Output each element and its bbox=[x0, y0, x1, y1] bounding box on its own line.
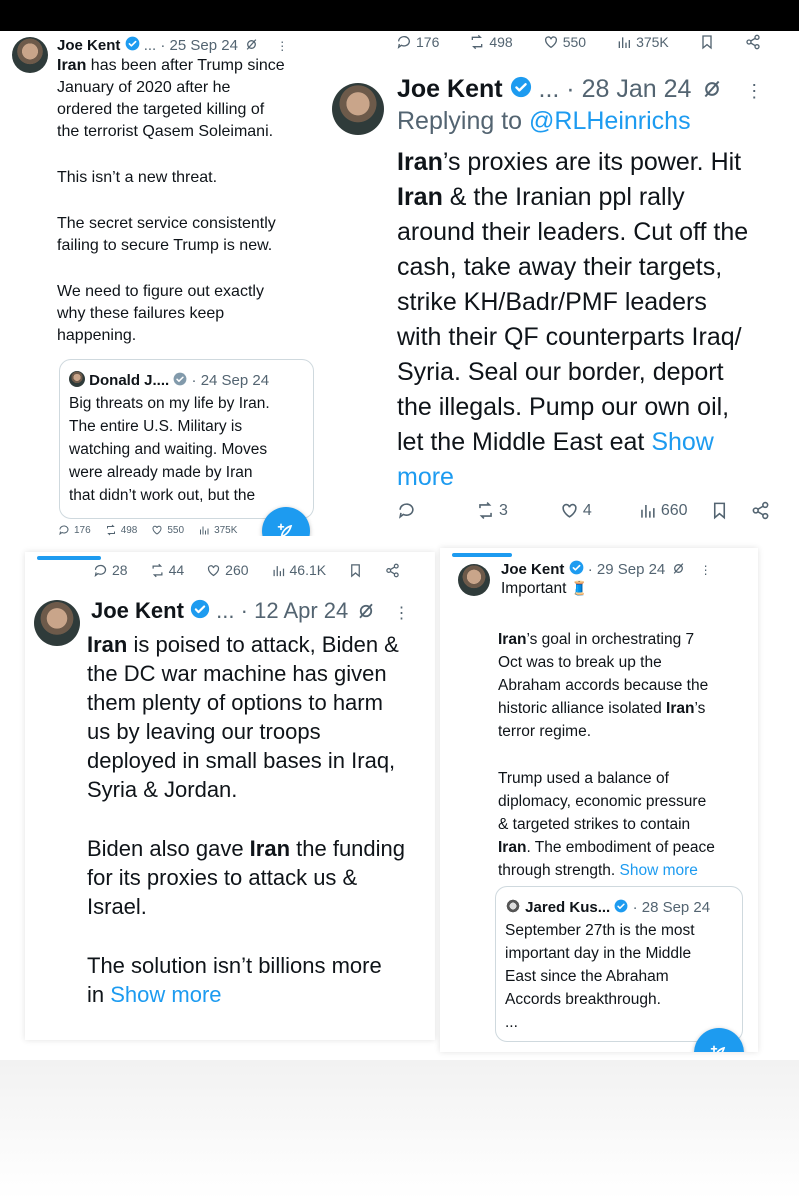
top-black-bar bbox=[0, 0, 799, 31]
compose-icon bbox=[276, 521, 296, 536]
repost-count: 44 bbox=[168, 562, 185, 578]
repost-button[interactable] bbox=[105, 524, 138, 536]
author-name[interactable]: Joe Kent bbox=[57, 37, 121, 54]
more-menu-icon[interactable]: ⋮ bbox=[699, 563, 712, 577]
tweet-text: the DC war machine has given bbox=[87, 661, 387, 686]
quote-date: · 28 Sep 24 bbox=[632, 899, 711, 916]
tweet-header bbox=[397, 75, 763, 104]
reply-count: 176 bbox=[416, 34, 440, 50]
share-button[interactable] bbox=[751, 501, 770, 520]
tweet-text: diplomacy, economic pressure bbox=[498, 793, 707, 810]
quote-header bbox=[69, 369, 269, 389]
tweet-body bbox=[57, 55, 317, 347]
tweet-text: the illegals. Pump our own oil, bbox=[397, 393, 730, 421]
show-more-link[interactable]: Show bbox=[651, 428, 714, 456]
tweet-text: & targeted strikes to contain bbox=[498, 816, 691, 833]
views-button[interactable] bbox=[271, 562, 327, 578]
views-button[interactable] bbox=[198, 524, 237, 536]
top-tweet-actions bbox=[396, 34, 761, 50]
tweet-text: ’s proxies are its power. Hit bbox=[442, 148, 742, 176]
verified-badge-icon bbox=[190, 599, 210, 625]
tweet-text: The secret service consistently bbox=[57, 215, 276, 232]
verified-badge-icon bbox=[125, 36, 140, 55]
compose-icon bbox=[709, 1043, 729, 1052]
like-count: 550 bbox=[167, 524, 185, 536]
views-icon bbox=[198, 524, 210, 536]
views-button[interactable] bbox=[616, 34, 669, 50]
bold-keyword: Iran bbox=[397, 183, 443, 211]
quote-text: that didn’t work out, but the bbox=[69, 487, 256, 504]
tweet-text: failing to secure Trump is new. bbox=[57, 237, 273, 254]
views-button[interactable] bbox=[638, 501, 688, 520]
views-count: 660 bbox=[660, 501, 688, 519]
bookmark-icon bbox=[710, 501, 729, 520]
bold-keyword: Iran bbox=[498, 631, 527, 648]
tweet-date[interactable]: · 28 Jan 24 bbox=[566, 75, 692, 103]
thread-emoji-icon: 🧵 bbox=[570, 580, 589, 596]
tweet-panel-iran-poised[interactable] bbox=[25, 552, 435, 1040]
bookmark-button[interactable] bbox=[699, 34, 715, 50]
like-count: 550 bbox=[562, 34, 587, 50]
repost-icon bbox=[469, 34, 485, 50]
tweet-text: strike KH/Badr/PMF leaders bbox=[397, 288, 707, 316]
tweet-text: in bbox=[87, 982, 111, 1007]
tweet-text: historic alliance isolated bbox=[498, 700, 667, 717]
grok-icon[interactable] bbox=[354, 598, 381, 623]
like-button[interactable] bbox=[151, 524, 184, 536]
grok-icon[interactable] bbox=[698, 75, 729, 103]
reply-count: 28 bbox=[112, 562, 128, 578]
tweet-date[interactable]: · 12 Apr 24 bbox=[240, 598, 349, 623]
reply-button[interactable] bbox=[93, 562, 128, 578]
tweet-header bbox=[91, 598, 410, 624]
tweet-text: the terrorist Qasem Soleimani. bbox=[57, 123, 274, 140]
tweet-text: Biden also gave bbox=[87, 836, 250, 861]
bold-keyword: Iran bbox=[666, 700, 695, 717]
tweet-text: Israel. bbox=[87, 894, 147, 919]
verified-badge-icon bbox=[510, 76, 532, 105]
verified-badge-icon bbox=[569, 560, 584, 579]
repost-count: 498 bbox=[489, 34, 513, 50]
tweet-body bbox=[87, 630, 432, 1009]
avatar[interactable] bbox=[12, 37, 48, 73]
views-count: 375K bbox=[636, 34, 669, 50]
repost-count: 3 bbox=[499, 501, 508, 519]
repost-button[interactable] bbox=[150, 562, 185, 578]
quote-body bbox=[505, 919, 741, 1034]
quote-date: · 24 Sep 24 bbox=[191, 372, 270, 389]
tweet-header bbox=[501, 559, 712, 578]
tweet-text: us by leaving our troops bbox=[87, 719, 321, 744]
tab-indicator bbox=[37, 556, 101, 560]
tweet-text: We need to figure out exactly bbox=[57, 283, 264, 300]
like-button[interactable] bbox=[560, 501, 592, 520]
tweet-actions bbox=[58, 524, 237, 536]
repost-button[interactable] bbox=[469, 34, 512, 50]
tweet-text: let the Middle East eat bbox=[397, 428, 652, 456]
tweet-text: . The embodiment of peace bbox=[526, 839, 715, 856]
tweet-subtitle bbox=[501, 580, 588, 598]
quote-text: were already made by Iran bbox=[69, 464, 253, 481]
show-more-link[interactable]: Show more bbox=[110, 982, 222, 1007]
tweet-text: the funding bbox=[290, 836, 406, 861]
tweet-text: them plenty of options to harm bbox=[87, 690, 383, 715]
quote-text: important day in the Middle bbox=[505, 945, 692, 962]
quote-text: Big threats on my life by Iran. bbox=[69, 395, 270, 412]
tweet-text: The solution isn’t billions more bbox=[87, 953, 382, 978]
share-icon bbox=[751, 501, 770, 520]
bookmark-icon bbox=[348, 563, 363, 578]
tweet-text: Trump used a balance of bbox=[498, 770, 669, 787]
tweet-text: has been after Trump since bbox=[86, 57, 285, 74]
tweet-text: Abraham accords because the bbox=[498, 677, 709, 694]
tweet-text: around their leaders. Cut off the bbox=[397, 218, 749, 246]
quote-text: ... bbox=[505, 1014, 518, 1031]
tweet-panel-abraham-accords[interactable] bbox=[440, 548, 758, 1052]
author-name[interactable]: Joe Kent bbox=[91, 598, 184, 623]
quote-text: September 27th is the most bbox=[505, 922, 695, 939]
tweet-panel-iran-after-trump[interactable] bbox=[0, 31, 320, 536]
quote-body bbox=[69, 392, 313, 507]
tweet-text: January of 2020 after he bbox=[57, 79, 231, 96]
share-icon bbox=[385, 563, 400, 578]
ellipsis: ... bbox=[143, 37, 157, 54]
verified-badge-icon bbox=[173, 372, 187, 390]
reply-button[interactable] bbox=[58, 524, 91, 536]
tweet-body bbox=[397, 145, 797, 495]
replying-to bbox=[397, 107, 691, 136]
more-menu-icon[interactable]: ⋮ bbox=[276, 39, 289, 53]
bookmark-icon bbox=[699, 34, 715, 50]
reply-count: 176 bbox=[74, 524, 91, 536]
tweet-header bbox=[57, 35, 288, 54]
tweet-text: Oct was to break up the bbox=[498, 654, 662, 671]
bookmark-button[interactable] bbox=[710, 501, 729, 520]
show-more-link[interactable]: more bbox=[397, 463, 454, 491]
more-menu-icon[interactable]: ⋮ bbox=[393, 605, 410, 622]
tweet-text: through strength. bbox=[498, 862, 620, 879]
bookmark-button[interactable] bbox=[348, 563, 363, 578]
tweet-date[interactable]: · 29 Sep 24 bbox=[587, 561, 666, 578]
tweet-text: ’s goal in orchestrating 7 bbox=[526, 631, 695, 648]
like-button[interactable] bbox=[543, 34, 586, 50]
tweet-text: & the Iranian ppl rally bbox=[442, 183, 685, 211]
tab-indicator bbox=[452, 553, 512, 557]
like-count: 4 bbox=[582, 501, 592, 519]
reply-icon bbox=[396, 34, 412, 50]
tweet-text: cash, take away their targets, bbox=[397, 253, 723, 281]
views-icon bbox=[271, 563, 286, 578]
ellipsis: ... bbox=[216, 598, 235, 623]
bold-keyword: Iran bbox=[87, 632, 128, 657]
avatar[interactable] bbox=[34, 600, 80, 646]
heart-icon bbox=[151, 524, 163, 536]
tweet-text: Important bbox=[501, 580, 567, 597]
bold-keyword: Iran bbox=[397, 148, 443, 176]
tweet-text: ordered the targeted killing of bbox=[57, 101, 265, 118]
tweet-text: Syria. Seal our border, deport bbox=[397, 358, 724, 386]
repost-button[interactable] bbox=[476, 501, 508, 520]
top-tweet-actions bbox=[93, 562, 400, 578]
bold-keyword: Iran bbox=[498, 839, 527, 856]
share-button[interactable] bbox=[745, 34, 761, 50]
repost-icon bbox=[476, 501, 495, 520]
quote-text: The entire U.S. Military is bbox=[69, 418, 243, 435]
share-icon bbox=[745, 34, 761, 50]
quote-text: East since the Abraham bbox=[505, 968, 669, 985]
like-count: 260 bbox=[225, 562, 249, 578]
heart-icon bbox=[206, 563, 221, 578]
bold-keyword: Iran bbox=[249, 836, 291, 861]
tweet-date[interactable]: · 25 Sep 24 bbox=[160, 37, 238, 54]
share-button[interactable] bbox=[385, 563, 400, 578]
quote-text: watching and waiting. Moves bbox=[69, 441, 268, 458]
quoted-tweet[interactable] bbox=[59, 359, 314, 519]
avatar[interactable] bbox=[332, 83, 384, 135]
replying-prefix: Replying to bbox=[397, 107, 530, 135]
ellipsis: ... bbox=[538, 75, 560, 103]
heart-icon bbox=[560, 501, 579, 520]
quoted-tweet[interactable] bbox=[495, 886, 743, 1042]
avatar[interactable] bbox=[458, 564, 490, 596]
reply-icon bbox=[93, 563, 108, 578]
tweet-text: why these failures keep bbox=[57, 305, 225, 322]
bold-keyword: Iran bbox=[57, 57, 87, 74]
more-menu-icon[interactable]: ⋮ bbox=[745, 81, 764, 101]
tweet-text: Syria & Jordan. bbox=[87, 777, 238, 802]
author-name[interactable]: Joe Kent bbox=[397, 75, 503, 103]
tweet-actions bbox=[397, 501, 770, 520]
tweet-body bbox=[498, 628, 756, 882]
quote-avatar bbox=[69, 371, 85, 387]
quote-text: Accords breakthrough. bbox=[505, 991, 661, 1008]
grok-icon[interactable] bbox=[242, 37, 262, 54]
tweet-text: deployed in small bases in Iraq, bbox=[87, 748, 396, 773]
heart-icon bbox=[543, 34, 559, 50]
reply-icon bbox=[397, 501, 416, 520]
quote-header bbox=[505, 896, 710, 916]
tweet-text: terror regime. bbox=[498, 723, 592, 740]
tweet-text: for its proxies to attack us & bbox=[87, 865, 358, 890]
repost-icon bbox=[150, 563, 165, 578]
views-icon bbox=[638, 501, 657, 520]
show-more-link[interactable]: Show more bbox=[619, 862, 698, 879]
repost-count: 498 bbox=[120, 524, 138, 536]
tweet-text: is poised to attack, Biden & bbox=[127, 632, 399, 657]
reply-button[interactable] bbox=[396, 34, 439, 50]
grok-icon[interactable] bbox=[669, 561, 689, 578]
views-icon bbox=[616, 34, 632, 50]
repost-icon bbox=[105, 524, 117, 536]
replying-handle-link[interactable]: @RLHeinrichs bbox=[529, 107, 691, 135]
like-button[interactable] bbox=[206, 562, 248, 578]
tweet-text: with their QF counterparts Iraq/ bbox=[397, 323, 742, 351]
tweet-text: ’s bbox=[694, 700, 706, 717]
quote-avatar bbox=[505, 898, 521, 914]
author-name[interactable]: Joe Kent bbox=[501, 561, 565, 578]
tweet-text: This isn’t a new threat. bbox=[57, 169, 218, 186]
tweet-panel-iran-proxies[interactable] bbox=[322, 31, 799, 524]
quote-author-name: Jared Kus... bbox=[525, 899, 611, 916]
bottom-background-fade bbox=[0, 1060, 799, 1200]
tweet-text: happening. bbox=[57, 327, 137, 344]
views-count: 46.1K bbox=[289, 562, 327, 578]
verified-badge-icon bbox=[614, 899, 628, 917]
quote-author-name: Donald J.... bbox=[89, 372, 170, 389]
reply-icon bbox=[58, 524, 70, 536]
views-count: 375K bbox=[214, 524, 238, 536]
reply-button[interactable] bbox=[397, 501, 416, 520]
